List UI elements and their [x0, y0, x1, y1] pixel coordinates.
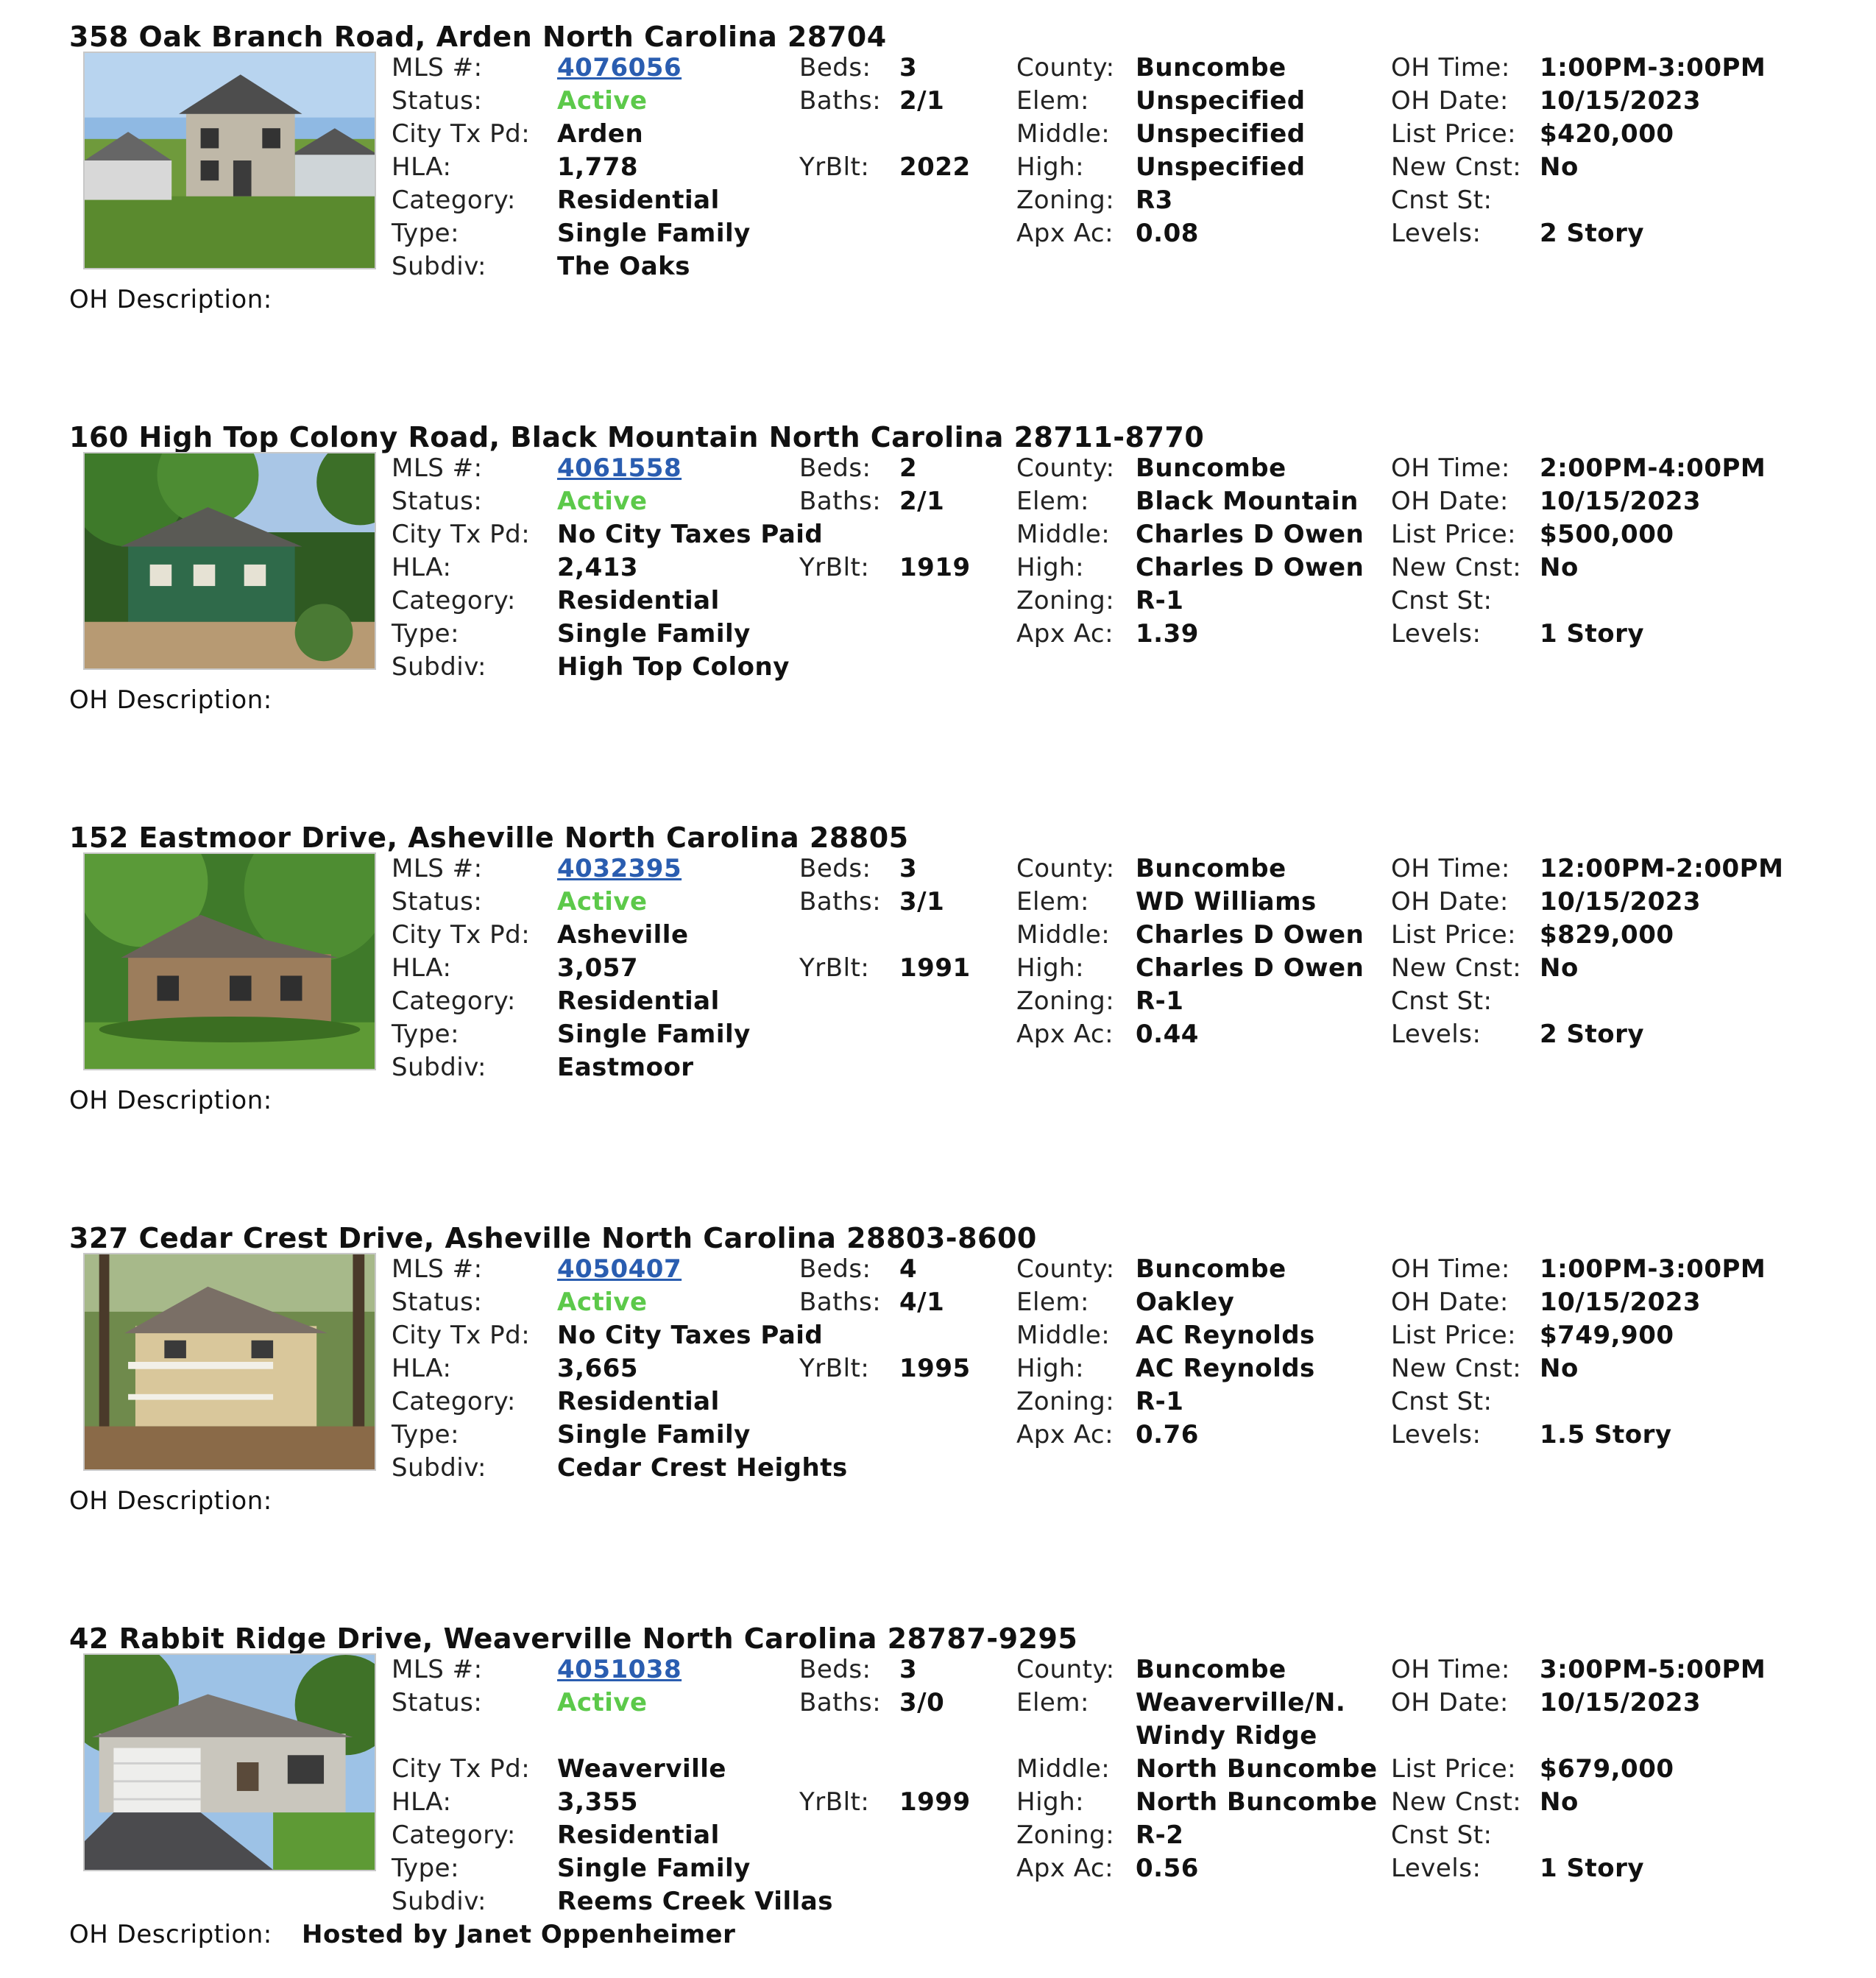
category-value: Residential	[557, 986, 720, 1016]
city-tax-label: City Tx Pd:	[392, 119, 531, 149]
levels-label: Levels:	[1391, 1854, 1482, 1883]
list-price-value: $749,900	[1540, 1321, 1674, 1350]
zoning-label: Zoning:	[1016, 1820, 1115, 1850]
beds-label: Beds:	[799, 1655, 871, 1684]
city-tax-label: City Tx Pd:	[392, 1754, 531, 1784]
listing-photo[interactable]	[83, 452, 376, 670]
levels-value: 1.5 Story	[1540, 1420, 1672, 1449]
type-value: Single Family	[557, 1020, 751, 1049]
year-built-label: YrBlt:	[799, 1787, 870, 1817]
listing-card	[69, 421, 1836, 730]
hla-value: 2,413	[557, 553, 639, 582]
mls-number-link[interactable]: 4061558	[557, 453, 682, 483]
status-value: Active	[557, 1288, 648, 1317]
mls-label: MLS #:	[392, 453, 483, 483]
high-label: High:	[1016, 953, 1085, 983]
mls-number-link[interactable]: 4050407	[557, 1254, 682, 1284]
house-photo-brick-trees-icon	[85, 854, 375, 1069]
list-price-label: List Price:	[1391, 1321, 1517, 1350]
hla-label: HLA:	[392, 1787, 452, 1817]
middle-value: Charles D Owen	[1136, 920, 1364, 950]
beds-label: Beds:	[799, 1254, 871, 1284]
city-tax-value: Asheville	[557, 920, 689, 950]
oh-date-label: OH Date:	[1391, 487, 1509, 516]
middle-value: Unspecified	[1136, 119, 1306, 149]
mls-number-link[interactable]: 4076056	[557, 53, 682, 82]
type-value: Single Family	[557, 619, 751, 649]
year-built-label: YrBlt:	[799, 553, 870, 582]
zoning-value: R-2	[1136, 1820, 1184, 1850]
zoning-label: Zoning:	[1016, 186, 1115, 215]
subdiv-value: Reems Creek Villas	[557, 1887, 833, 1916]
high-label: High:	[1016, 152, 1085, 182]
category-label: Category:	[392, 1387, 516, 1416]
high-label: High:	[1016, 1354, 1085, 1383]
new-construction-label: New Cnst:	[1391, 1787, 1522, 1817]
listing-card	[69, 21, 1836, 330]
acreage-value: 0.56	[1136, 1854, 1199, 1883]
listing-card	[69, 1622, 1836, 1949]
oh-date-value: 10/15/2023	[1540, 887, 1702, 916]
oh-time-label: OH Time:	[1391, 53, 1510, 82]
baths-label: Baths:	[799, 1688, 882, 1717]
listing-photo[interactable]	[83, 1653, 376, 1871]
oh-time-value: 2:00PM-4:00PM	[1540, 453, 1766, 483]
county-value: Buncombe	[1136, 53, 1286, 82]
baths-value: 2/1	[899, 86, 945, 116]
listing-card	[69, 822, 1836, 1131]
beds-label: Beds:	[799, 453, 871, 483]
construction-status-label: Cnst St:	[1391, 1387, 1493, 1416]
type-label: Type:	[392, 219, 460, 248]
list-price-value: $500,000	[1540, 520, 1674, 549]
acreage-value: 1.39	[1136, 619, 1199, 649]
category-value: Residential	[557, 586, 720, 615]
listing-address: 160 High Top Colony Road, Black Mountain North Carolina 28711-8770	[69, 421, 1205, 453]
oh-time-value: 1:00PM-3:00PM	[1540, 53, 1766, 82]
oh-date-value: 10/15/2023	[1540, 1688, 1702, 1717]
beds-value: 3	[899, 1655, 918, 1684]
county-label: County:	[1016, 1254, 1115, 1284]
elem-value: Black Mountain	[1136, 487, 1359, 516]
house-photo-wooded-green-icon	[85, 453, 375, 668]
listing-address: 152 Eastmoor Drive, Asheville North Carolina 28805	[69, 822, 909, 854]
construction-status-label: Cnst St:	[1391, 586, 1493, 615]
oh-description-label: OH Description:	[69, 1920, 272, 1949]
zoning-label: Zoning:	[1016, 1387, 1115, 1416]
county-label: County:	[1016, 1655, 1115, 1684]
construction-status-label: Cnst St:	[1391, 1820, 1493, 1850]
subdiv-label: Subdiv:	[392, 1053, 486, 1082]
status-label: Status:	[392, 1688, 483, 1717]
elem-label: Elem:	[1016, 487, 1089, 516]
subdiv-label: Subdiv:	[392, 1887, 486, 1916]
high-label: High:	[1016, 553, 1085, 582]
list-price-value: $420,000	[1540, 119, 1674, 149]
elem-label: Elem:	[1016, 1688, 1089, 1717]
levels-label: Levels:	[1391, 1020, 1482, 1049]
new-construction-value: No	[1540, 553, 1579, 582]
list-price-label: List Price:	[1391, 520, 1517, 549]
city-tax-label: City Tx Pd:	[392, 920, 531, 950]
new-construction-value: No	[1540, 1354, 1579, 1383]
status-value: Active	[557, 86, 648, 116]
beds-value: 3	[899, 53, 918, 82]
middle-value: AC Reynolds	[1136, 1321, 1315, 1350]
elem-label: Elem:	[1016, 1288, 1089, 1317]
type-value: Single Family	[557, 1854, 751, 1883]
baths-label: Baths:	[799, 1288, 882, 1317]
levels-value: 1 Story	[1540, 619, 1645, 649]
oh-date-value: 10/15/2023	[1540, 86, 1702, 116]
oh-time-label: OH Time:	[1391, 453, 1510, 483]
baths-value: 2/1	[899, 487, 945, 516]
oh-time-value: 12:00PM-2:00PM	[1540, 854, 1784, 883]
oh-description-label: OH Description:	[69, 1086, 272, 1115]
status-label: Status:	[392, 86, 483, 116]
listing-photo[interactable]	[83, 52, 376, 269]
acreage-value: 0.08	[1136, 219, 1199, 248]
subdiv-value: Cedar Crest Heights	[557, 1453, 848, 1483]
listing-address: 42 Rabbit Ridge Drive, Weaverville North Carolina 28787-9295	[69, 1622, 1078, 1655]
acreage-value: 0.76	[1136, 1420, 1199, 1449]
year-built-value: 1995	[899, 1354, 971, 1383]
oh-time-label: OH Time:	[1391, 854, 1510, 883]
oh-time-label: OH Time:	[1391, 1254, 1510, 1284]
baths-value: 3/0	[899, 1688, 945, 1717]
oh-time-label: OH Time:	[1391, 1655, 1510, 1684]
mls-label: MLS #:	[392, 53, 483, 82]
list-price-value: $829,000	[1540, 920, 1674, 950]
hla-label: HLA:	[392, 953, 452, 983]
subdiv-value: The Oaks	[557, 252, 690, 281]
list-price-label: List Price:	[1391, 119, 1517, 149]
county-value: Buncombe	[1136, 453, 1286, 483]
beds-value: 3	[899, 854, 918, 883]
middle-label: Middle:	[1016, 119, 1111, 149]
category-label: Category:	[392, 1820, 516, 1850]
construction-status-label: Cnst St:	[1391, 986, 1493, 1016]
zoning-label: Zoning:	[1016, 586, 1115, 615]
house-photo-suburban-icon	[85, 53, 375, 268]
subdiv-label: Subdiv:	[392, 252, 486, 281]
status-value: Active	[557, 887, 648, 916]
hla-value: 3,057	[557, 953, 639, 983]
middle-value: Charles D Owen	[1136, 520, 1364, 549]
category-value: Residential	[557, 186, 720, 215]
category-value: Residential	[557, 1387, 720, 1416]
listing-photo[interactable]	[83, 852, 376, 1070]
house-photo-garage-driveway-icon	[85, 1655, 375, 1870]
city-tax-value: Weaverville	[557, 1754, 726, 1784]
category-label: Category:	[392, 986, 516, 1016]
middle-label: Middle:	[1016, 520, 1111, 549]
status-value: Active	[557, 487, 648, 516]
middle-label: Middle:	[1016, 1321, 1111, 1350]
city-tax-value: No City Taxes Paid	[557, 1321, 824, 1350]
levels-value: 2 Story	[1540, 1020, 1645, 1049]
oh-description-label: OH Description:	[69, 1486, 272, 1516]
oh-date-label: OH Date:	[1391, 1288, 1509, 1317]
hla-value: 1,778	[557, 152, 639, 182]
mls-number-link[interactable]: 4032395	[557, 854, 682, 883]
city-tax-value: Arden	[557, 119, 644, 149]
new-construction-value: No	[1540, 953, 1579, 983]
construction-status-label: Cnst St:	[1391, 186, 1493, 215]
type-label: Type:	[392, 1020, 460, 1049]
type-value: Single Family	[557, 1420, 751, 1449]
new-construction-label: New Cnst:	[1391, 152, 1522, 182]
zoning-value: R3	[1136, 186, 1173, 215]
list-price-label: List Price:	[1391, 1754, 1517, 1784]
listing-photo[interactable]	[83, 1253, 376, 1471]
high-value: North Buncombe	[1136, 1787, 1378, 1817]
status-label: Status:	[392, 887, 483, 916]
subdiv-label: Subdiv:	[392, 1453, 486, 1483]
mls-label: MLS #:	[392, 1655, 483, 1684]
listing-address: 327 Cedar Crest Drive, Asheville North Carolina 28803-8600	[69, 1222, 1037, 1254]
hla-label: HLA:	[392, 553, 452, 582]
year-built-label: YrBlt:	[799, 1354, 870, 1383]
oh-date-label: OH Date:	[1391, 86, 1509, 116]
baths-value: 4/1	[899, 1288, 945, 1317]
high-value: Charles D Owen	[1136, 953, 1364, 983]
elem-value-line2: Windy Ridge	[1136, 1721, 1317, 1751]
zoning-value: R-1	[1136, 1387, 1184, 1416]
county-value: Buncombe	[1136, 1254, 1286, 1284]
year-built-value: 1991	[899, 953, 971, 983]
hla-value: 3,355	[557, 1787, 639, 1817]
high-label: High:	[1016, 1787, 1085, 1817]
city-tax-value: No City Taxes Paid	[557, 520, 824, 549]
zoning-value: R-1	[1136, 986, 1184, 1016]
elem-value: Unspecified	[1136, 86, 1306, 116]
middle-value: North Buncombe	[1136, 1754, 1378, 1784]
mls-label: MLS #:	[392, 854, 483, 883]
oh-time-value: 3:00PM-5:00PM	[1540, 1655, 1766, 1684]
acreage-label: Apx Ac:	[1016, 1420, 1114, 1449]
levels-label: Levels:	[1391, 619, 1482, 649]
type-label: Type:	[392, 1420, 460, 1449]
hla-label: HLA:	[392, 1354, 452, 1383]
high-value: AC Reynolds	[1136, 1354, 1315, 1383]
levels-label: Levels:	[1391, 1420, 1482, 1449]
county-label: County:	[1016, 453, 1115, 483]
year-built-value: 1999	[899, 1787, 971, 1817]
year-built-label: YrBlt:	[799, 953, 870, 983]
levels-value: 2 Story	[1540, 219, 1645, 248]
year-built-value: 1919	[899, 553, 971, 582]
year-built-label: YrBlt:	[799, 152, 870, 182]
acreage-value: 0.44	[1136, 1020, 1199, 1049]
category-value: Residential	[557, 1820, 720, 1850]
baths-label: Baths:	[799, 887, 882, 916]
year-built-value: 2022	[899, 152, 971, 182]
type-label: Type:	[392, 619, 460, 649]
elem-label: Elem:	[1016, 887, 1089, 916]
listing-address: 358 Oak Branch Road, Arden North Carolina 28704	[69, 21, 887, 53]
list-price-value: $679,000	[1540, 1754, 1674, 1784]
county-label: County:	[1016, 53, 1115, 82]
beds-label: Beds:	[799, 53, 871, 82]
type-label: Type:	[392, 1854, 460, 1883]
type-value: Single Family	[557, 219, 751, 248]
new-construction-label: New Cnst:	[1391, 953, 1522, 983]
middle-label: Middle:	[1016, 1754, 1111, 1784]
new-construction-label: New Cnst:	[1391, 1354, 1522, 1383]
hla-value: 3,665	[557, 1354, 639, 1383]
levels-value: 1 Story	[1540, 1854, 1645, 1883]
status-label: Status:	[392, 1288, 483, 1317]
hla-label: HLA:	[392, 152, 452, 182]
middle-label: Middle:	[1016, 920, 1111, 950]
subdiv-value: High Top Colony	[557, 652, 790, 682]
elem-label: Elem:	[1016, 86, 1089, 116]
new-construction-value: No	[1540, 1787, 1579, 1817]
oh-date-value: 10/15/2023	[1540, 487, 1702, 516]
oh-description-label: OH Description:	[69, 285, 272, 314]
acreage-label: Apx Ac:	[1016, 1020, 1114, 1049]
city-tax-label: City Tx Pd:	[392, 520, 531, 549]
baths-value: 3/1	[899, 887, 945, 916]
status-label: Status:	[392, 487, 483, 516]
zoning-value: R-1	[1136, 586, 1184, 615]
zoning-label: Zoning:	[1016, 986, 1115, 1016]
oh-date-label: OH Date:	[1391, 1688, 1509, 1717]
new-construction-value: No	[1540, 152, 1579, 182]
levels-label: Levels:	[1391, 219, 1482, 248]
beds-label: Beds:	[799, 854, 871, 883]
subdiv-value: Eastmoor	[557, 1053, 694, 1082]
county-value: Buncombe	[1136, 854, 1286, 883]
elem-value: WD Williams	[1136, 887, 1317, 916]
subdiv-label: Subdiv:	[392, 652, 486, 682]
high-value: Unspecified	[1136, 152, 1306, 182]
acreage-label: Apx Ac:	[1016, 619, 1114, 649]
oh-date-value: 10/15/2023	[1540, 1288, 1702, 1317]
county-value: Buncombe	[1136, 1655, 1286, 1684]
status-value: Active	[557, 1688, 648, 1717]
oh-description-label: OH Description:	[69, 685, 272, 715]
category-label: Category:	[392, 586, 516, 615]
list-price-label: List Price:	[1391, 920, 1517, 950]
elem-value: Weaverville/N.	[1136, 1688, 1346, 1717]
city-tax-label: City Tx Pd:	[392, 1321, 531, 1350]
baths-label: Baths:	[799, 487, 882, 516]
county-label: County:	[1016, 854, 1115, 883]
oh-time-value: 1:00PM-3:00PM	[1540, 1254, 1766, 1284]
elem-value: Oakley	[1136, 1288, 1235, 1317]
mls-number-link[interactable]: 4051038	[557, 1655, 682, 1684]
oh-date-label: OH Date:	[1391, 887, 1509, 916]
beds-value: 2	[899, 453, 918, 483]
baths-label: Baths:	[799, 86, 882, 116]
house-photo-porch-woods-icon	[85, 1254, 375, 1469]
mls-label: MLS #:	[392, 1254, 483, 1284]
acreage-label: Apx Ac:	[1016, 1854, 1114, 1883]
new-construction-label: New Cnst:	[1391, 553, 1522, 582]
listing-card	[69, 1222, 1836, 1531]
high-value: Charles D Owen	[1136, 553, 1364, 582]
beds-value: 4	[899, 1254, 918, 1284]
category-label: Category:	[392, 186, 516, 215]
acreage-label: Apx Ac:	[1016, 219, 1114, 248]
oh-description-value: Hosted by Janet Oppenheimer	[302, 1920, 736, 1949]
